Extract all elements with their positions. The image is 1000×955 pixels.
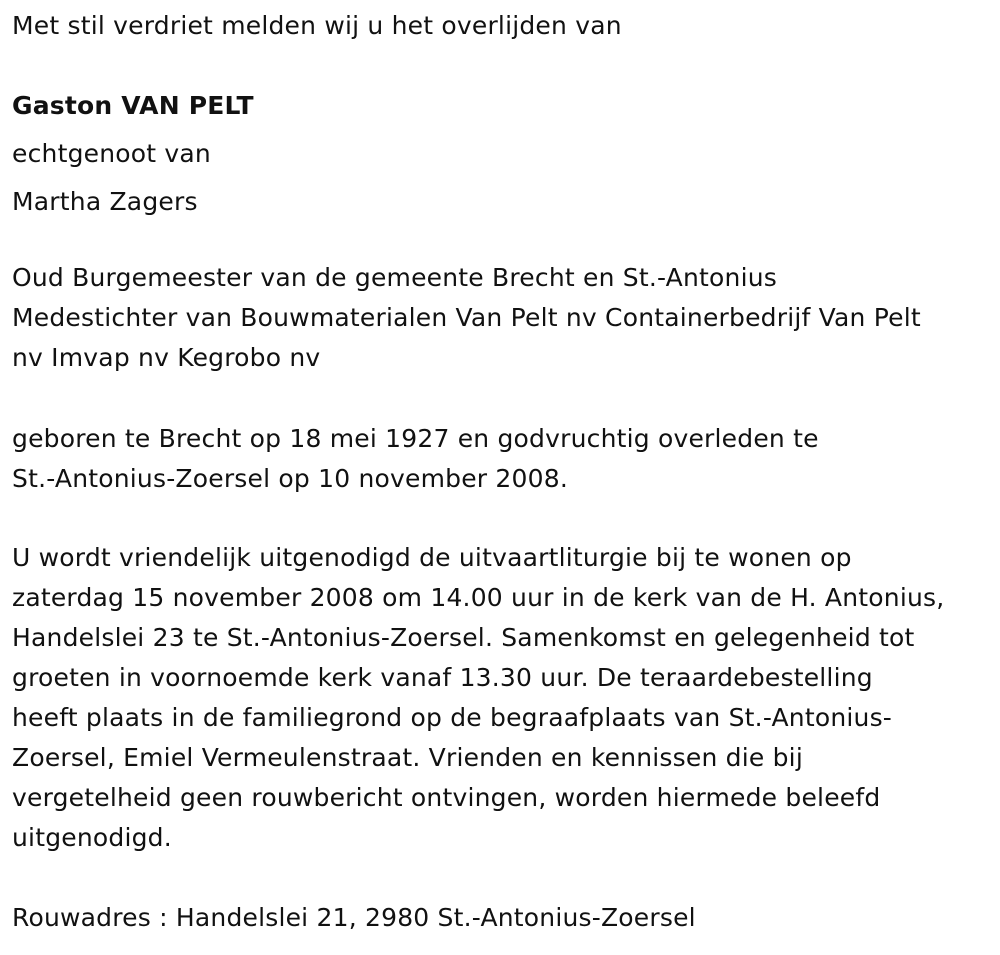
name-block <box>12 82 254 226</box>
funeral-line: heeft plaats in de familiegrond op de begraafplaats van St.-Antonius- <box>12 703 893 732</box>
birth-death-line: St.-Antonius-Zoersel op 10 november 2008. <box>12 464 568 493</box>
titles-line: Medestichter van Bouwmaterialen Van Pelt nv Containerbedrijf Van Pelt <box>12 303 921 332</box>
titles-paragraph <box>12 258 921 378</box>
funeral-line: zaterdag 15 november 2008 om 14.00 uur in de kerk van de H. Antonius, <box>12 583 945 612</box>
funeral-line: Handelslei 23 te St.-Antonius-Zoersel. Samenkomst en gelegenheid tot <box>12 623 915 652</box>
intro-paragraph <box>12 2 622 50</box>
mourning-address: Rouwadres : Handelslei 21, 2980 St.-Antonius-Zoersel <box>12 903 696 932</box>
birth-death-paragraph <box>12 419 819 499</box>
funeral-line: Zoersel, Emiel Vermeulenstraat. Vrienden en kennissen die bij <box>12 743 803 772</box>
address-paragraph <box>12 898 696 938</box>
titles-line: Oud Burgemeester van de gemeente Brecht en St.-Antonius <box>12 263 777 292</box>
titles-line: nv Imvap nv Kegrobo nv <box>12 343 321 372</box>
deceased-name: Gaston VAN PELT <box>12 91 254 120</box>
funeral-line: vergetelheid geen rouwbericht ontvingen, worden hiermede beleefd <box>12 783 881 812</box>
funeral-line: groeten in voornoemde kerk vanaf 13.30 uur. De teraardebestelling <box>12 663 873 692</box>
intro-text: Met stil verdriet melden wij u het overlijden van <box>12 11 622 40</box>
birth-death-line: geboren te Brecht op 18 mei 1927 en godvruchtig overleden te <box>12 424 819 453</box>
relation-text: echtgenoot van <box>12 139 211 168</box>
funeral-line: U wordt vriendelijk uitgenodigd de uitvaartliturgie bij te wonen op <box>12 543 852 572</box>
funeral-paragraph <box>12 538 944 858</box>
funeral-line: uitgenodigd. <box>12 823 172 852</box>
spouse-name: Martha Zagers <box>12 187 198 216</box>
